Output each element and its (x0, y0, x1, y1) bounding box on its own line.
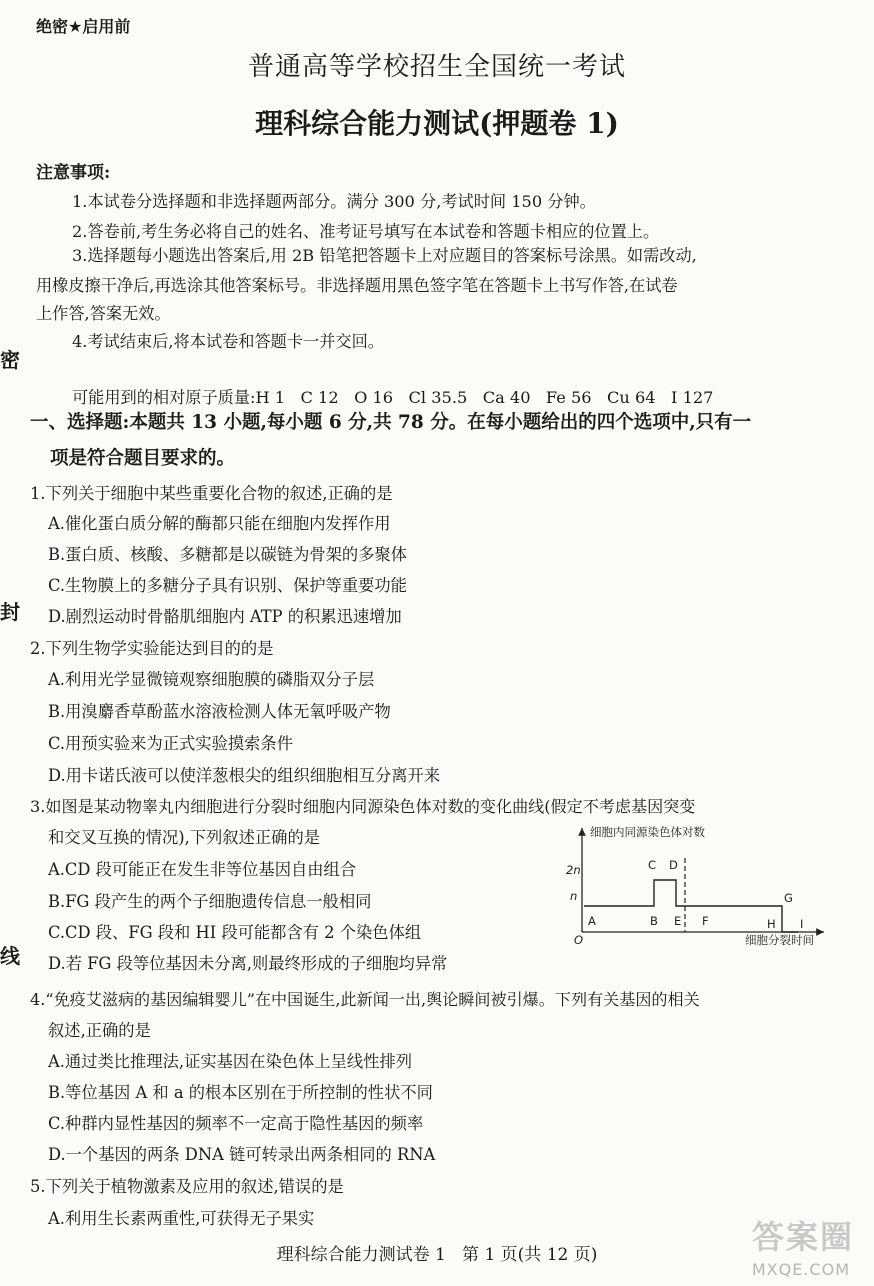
chart-y-label: 细胞内同源染色体对数 (590, 825, 705, 839)
question-2-option-a: A.利用光学显微镜观察细胞膜的磷脂双分子层 (48, 670, 375, 689)
question-5-stem: 5.下列关于植物激素及应用的叙述,错误的是 (30, 1177, 344, 1196)
side-mark-feng: 封 (0, 600, 20, 624)
chart-y-tick-n: n (570, 889, 578, 903)
side-mark-xian: 线 (0, 944, 20, 968)
chart-point-label-c: C (648, 858, 657, 872)
page-footer: 理科综合能力测试卷 1 第 1 页(共 12 页) (276, 1245, 598, 1265)
question-3-option-c: C.CD 段、FG 段和 HI 段可能都含有 2 个染色体组 (48, 923, 422, 942)
question-4-stem: 4.“免疫艾滋病的基因编辑婴儿”在中国诞生,此新闻一出,舆论瞬间被引爆。下列有关基因的相关 (30, 990, 700, 1009)
secret-label: 绝密★启用前 (36, 17, 131, 36)
question-1-option-b: B.蛋白质、核酸、多糖都是以碳链为骨架的多聚体 (48, 545, 408, 564)
watermark-url: MXQE.COM (751, 1260, 850, 1279)
question-5-option-a: A.利用生长素两重性,可获得无子果实 (48, 1209, 315, 1228)
chart-point-label-e: E (674, 914, 682, 928)
question-2-stem: 2.下列生物学实验能达到目的的是 (30, 639, 274, 658)
section-heading-cont: 项是符合题目要求的。 (50, 448, 236, 469)
chart-y-tick-2n: 2n (566, 863, 581, 877)
question-4-option-d: D.一个基因的两条 DNA 链可转录出两条相同的 RNA (48, 1145, 436, 1164)
chart-point-label-b: B (650, 914, 658, 928)
question-2-option-b: B.用溴麝香草酚蓝水溶液检测人体无氧呼吸产物 (48, 702, 391, 721)
question-3-stem: 3.如图是某动物睾丸内细胞进行分裂时细胞内同源染色体对数的变化曲线(假定不考虑基因突变 (30, 797, 696, 816)
watermark-logo: 答案圈 (751, 1218, 854, 1256)
chart-point-label-i: I (800, 917, 804, 931)
chart-origin-label: O (574, 933, 584, 947)
question-3-option-b: B.FG 段产生的两个子细胞遗传信息一般相同 (48, 892, 372, 911)
note-item: 3.选择题每小题选出答案后,用 2B 铅笔把答题卡上对应题目的答案标号涂黑。如需改动, (72, 246, 697, 265)
question-3-stem-cont: 和交叉互换的情况),下列叙述正确的是 (48, 828, 321, 847)
chart-point-label-g: G (784, 891, 793, 905)
homologous-pairs-chart (562, 818, 852, 952)
question-4-option-c: C.种群内显性基因的频率不一定高于隐性基因的频率 (48, 1114, 424, 1133)
question-4-option-a: A.通过类比推理法,证实基因在染色体上呈线性排列 (48, 1052, 413, 1071)
question-2-option-d: D.用卡诺氏液可以使洋葱根尖的组织细胞相互分离开来 (48, 766, 441, 785)
note-item: 1.本试卷分选择题和非选择题两部分。满分 300 分,考试时间 150 分钟。 (72, 192, 596, 211)
question-1-option-d: D.剧烈运动时骨骼肌细胞内 ATP 的积累迅速增加 (48, 607, 402, 626)
note-item: 2.答卷前,考生务必将自己的姓名、准考证号填写在本试卷和答题卡相应的位置上。 (72, 222, 660, 241)
question-1-stem: 1.下列关于细胞中某些重要化合物的叙述,正确的是 (30, 484, 393, 503)
note-item: 用橡皮擦干净后,再选涂其他答案标号。非选择题用黑色签字笔在答题卡上书写作答,在试卷 (36, 276, 678, 295)
chart-point-label-f: F (702, 914, 709, 928)
question-2-option-c: C.用预实验来为正式实验摸索条件 (48, 734, 293, 753)
notes-heading: 注意事项: (36, 163, 111, 183)
section-heading: 一、选择题:本题共 13 小题,每小题 6 分,共 78 分。在每小题给出的四个选项中,只有一 (30, 412, 752, 433)
chart-point-label-h: H (767, 917, 776, 931)
side-mark-mi: 密 (0, 348, 20, 372)
chart-step-line (584, 880, 798, 932)
chart-x-label: 细胞分裂时间 (745, 933, 814, 947)
exam-title: 普通高等学校招生全国统一考试 (247, 52, 626, 82)
atomic-masses: 可能用到的相对原子质量:H 1 C 12 O 16 Cl 35.5 Ca 40 Fe 56 Cu 64 I 127 (72, 388, 714, 407)
question-1-option-a: A.催化蛋白质分解的酶都只能在细胞内发挥作用 (48, 514, 391, 533)
exam-subtitle: 理科综合能力测试(押题卷 1) (255, 107, 619, 140)
chart-point-label-d: D (669, 858, 678, 872)
question-3-option-d: D.若 FG 段等位基因未分离,则最终形成的子细胞均异常 (48, 954, 448, 973)
chart-point-label-a: A (588, 914, 596, 928)
note-item: 4.考试结束后,将本试卷和答题卡一并交回。 (72, 332, 384, 351)
question-1-option-c: C.生物膜上的多糖分子具有识别、保护等重要功能 (48, 576, 407, 595)
question-4-option-b: B.等位基因 A 和 a 的根本区别在于所控制的性状不同 (48, 1083, 433, 1102)
question-4-stem-cont: 叙述,正确的是 (48, 1021, 151, 1040)
question-3-option-a: A.CD 段可能正在发生非等位基因自由组合 (48, 860, 357, 879)
note-item: 上作答,答案无效。 (36, 304, 171, 323)
